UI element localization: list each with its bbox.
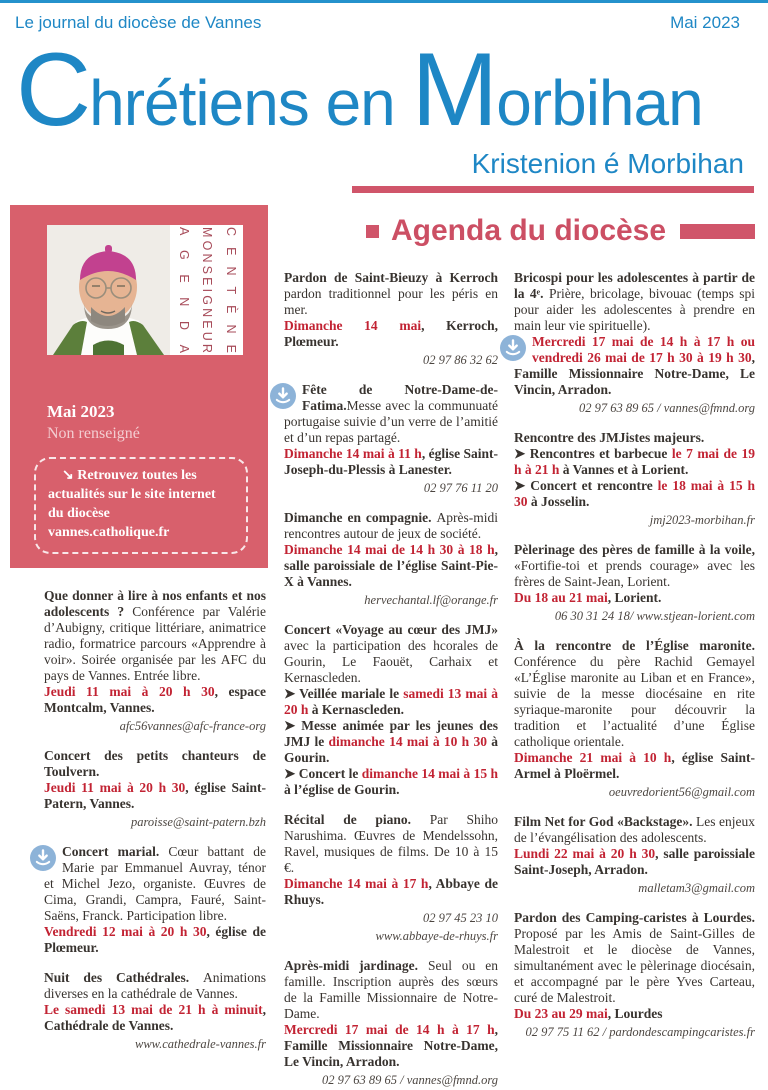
contact-line[interactable] (284, 592, 498, 608)
header-red-rule (352, 186, 754, 193)
text-run: Dimanche 21 mai à 10 h (514, 750, 672, 765)
text-run: , salle paroissiale Saint-Joseph, Arradon. (514, 846, 755, 877)
text-run: Vendredi 12 mai à 20 h 30 (44, 924, 207, 939)
agenda-paragraph (284, 876, 498, 908)
agenda-paragraph (284, 318, 498, 350)
text-run: Prière, bricolage, bivouac (temps spi pour aider les adolescentes à prendre en main leur vie spirituelle). (514, 286, 755, 333)
text-run: pardon traditionnel pour les péris en mer. (284, 286, 498, 317)
text-run: 02 97 63 89 65 / vannes@fmnd.org (579, 401, 755, 415)
card-status: Non renseigné (47, 425, 140, 442)
contact-line[interactable] (514, 784, 755, 800)
masthead-title (16, 32, 761, 148)
contact-line[interactable] (284, 352, 498, 368)
text-run: Le samedi 13 mai de 21 h à minuit (44, 1002, 263, 1017)
bishop-agenda-card (10, 205, 268, 568)
text-run: , église Saint-Joseph-du-Plessis à Lanester. (284, 446, 499, 477)
agenda-item (44, 748, 266, 830)
text-run: www.cathedrale-vannes.fr (135, 1037, 266, 1051)
agenda-column-left (44, 588, 266, 1066)
text-run: à Vannes et à Lorient. (559, 462, 689, 477)
agenda-paragraph (284, 542, 498, 590)
agenda-paragraph (284, 718, 498, 766)
agenda-paragraph (514, 750, 755, 782)
text-run: Du 23 au 29 mai (514, 1006, 608, 1021)
text-run: , Famille Missionnaire Notre-Dame, Le Vincin, Arradon. (284, 1022, 498, 1069)
download-icon[interactable] (30, 845, 56, 871)
agenda-paragraph (284, 446, 498, 478)
text-run: «Fortifie-toi et prends courage» avec les frères de Saint-Jean, Lorient. (514, 558, 755, 589)
agenda-paragraph (514, 478, 755, 510)
agenda-paragraph (514, 542, 755, 590)
agenda-paragraph (514, 1006, 755, 1022)
download-icon[interactable] (270, 383, 296, 409)
text-run: Pardon de Saint-Bieuzy à Kerroch (284, 270, 498, 285)
agenda-paragraph (44, 748, 266, 780)
vertical-label-line: M O N S E I G N E U R (200, 227, 214, 353)
text-run: Les enjeux de l’évangélisation des adolescents. (514, 814, 755, 845)
top-rule (0, 0, 768, 3)
agenda-paragraph (284, 510, 498, 542)
agenda-item (284, 622, 498, 798)
text-run: Jeudi 11 mai à 20 h 30 (44, 684, 215, 699)
agenda-item (284, 382, 498, 496)
text-run: ➤ Veillée mariale le (284, 686, 404, 701)
agenda-item (514, 542, 755, 624)
text-run: Conférence par Valérie d’Aubigny, critique littériare, animatrice radio, formatrice parcours «Apprendre à voir». Soirée organisée par les AFC du pays de Vannes. Entrée libre. (44, 604, 266, 683)
contact-line[interactable] (44, 1036, 266, 1052)
agenda-item (514, 814, 755, 896)
text-run: 02 97 76 11 20 (423, 481, 498, 495)
section-bar (680, 224, 755, 239)
agenda-paragraph (284, 766, 498, 798)
text-run: Seul ou en famille. Inscription auprès des sœurs de la Famille Missionnaire de Notre-Dame. (284, 958, 498, 1021)
issue-date: Mai 2023 (670, 13, 740, 32)
text-run: , église de Plœmeur. (44, 924, 266, 955)
text-run: 02 97 45 23 10 (423, 911, 498, 925)
text-run: jmj2023-morbihan.fr (649, 513, 755, 527)
contact-line[interactable] (514, 880, 755, 896)
agenda-item (284, 958, 498, 1088)
agenda-paragraph (284, 958, 498, 1022)
agenda-paragraph (514, 590, 755, 606)
card-month: Mai 2023 (47, 402, 115, 421)
text-run: Rencontre des JMJistes majeurs. (514, 430, 705, 445)
text-run: Fête de Notre-Dame-de-Fatima. (302, 382, 498, 413)
agenda-paragraph (44, 780, 266, 812)
agenda-item (514, 910, 755, 1040)
vertical-label-line: C E N T È N E (223, 227, 238, 353)
vertical-label-line: A G E N D A (176, 227, 191, 353)
text-run: 02 97 63 89 65 / vannes@fmnd.org (322, 1073, 498, 1087)
text-run: ➤ Rencontres et barbecue (514, 446, 672, 461)
text-run: , Cathédrale de Vannes. (44, 1002, 266, 1033)
contact-line[interactable] (44, 718, 266, 734)
text-run: Nuit des Cathédrales. (44, 970, 203, 985)
contact-line[interactable] (284, 480, 498, 496)
text-run: Animations diverses en la cathédrale de Vannes. (44, 970, 266, 1001)
contact-line[interactable] (514, 1024, 755, 1040)
text-run: avec la participation des hcorales de Gourin, Le Faouët, Carhaix et Kernascleden. (284, 638, 498, 685)
agenda-paragraph (44, 588, 266, 684)
text-run: Du 18 au 21 mai (514, 590, 608, 605)
agenda-paragraph (44, 924, 266, 956)
text-run: Pardon des Camping-caristes à Lourdes. (514, 910, 755, 925)
agenda-column-middle (284, 270, 498, 1090)
bishop-photo-block (47, 225, 243, 355)
agenda-paragraph (514, 846, 755, 878)
text-run: le 18 mai à 15 h 30 (514, 478, 755, 509)
text-run: 02 97 75 11 62 / pardondescampingcaristes.fr (525, 1025, 755, 1039)
text-run: Film Net for God «Backstage». (514, 814, 696, 829)
text-run: Mercredi 17 mai de 14 h à 17 h (284, 1022, 495, 1037)
text-run: Cœur battant de Marie par Emmanuel Auvray, ténor et Michel Jezo, organiste. Œuvres de Cima, Grandi, Campra, Fauré, Saint-Saëns, Franck. Participation libre. (44, 844, 267, 923)
text-run: Dimanche 14 mai (284, 318, 422, 333)
contact-line[interactable] (284, 1072, 498, 1088)
agenda-paragraph (514, 334, 755, 398)
text-run: afc56vannes@afc-france-org (119, 719, 266, 733)
contact-line[interactable] (514, 400, 755, 416)
text-run: Concert des petits chanteurs de Toulvern. (44, 748, 266, 779)
text-run: , Lorient. (607, 590, 662, 605)
text-run: le 7 mai de 19 h à 21 h (514, 446, 755, 477)
text-run: Dimanche en compagnie. (284, 510, 437, 525)
text-run: ➤ Concert et rencontre (514, 478, 658, 493)
agenda-paragraph (44, 684, 266, 716)
text-run: Messe avec la communuaté portugaise suivie d’un verre de l’amitié et d’un repas partagé. (284, 398, 498, 445)
text-run: 06 30 31 24 18/ www.stjean-lorient.com (554, 609, 755, 623)
contact-line[interactable] (44, 814, 266, 830)
vertical-label-strip (170, 225, 243, 355)
text-run: Dimanche 14 mai de 14 h 30 à 18 h (284, 542, 495, 557)
agenda-paragraph (284, 270, 498, 318)
text-run: dimanche 14 mai à 10 h 30 (328, 734, 487, 749)
agenda-item (514, 430, 755, 528)
text-run: Mercredi 17 mai de 14 h à 17 h ou vendredi 26 mai de 17 h 30 à 19 h 30 (532, 334, 755, 365)
text-run: à Gourin. (284, 734, 498, 765)
text-run: malletam3@gmail.com (638, 881, 755, 895)
agenda-monseigneur-centene-label (176, 227, 238, 353)
agenda-paragraph (284, 622, 498, 686)
agenda-paragraph (44, 1002, 266, 1034)
text-run: , salle paroissiale de l’église Saint-Pie-X à Vannes. (284, 542, 498, 589)
text-run: , Kerroch, Plœmeur. (284, 318, 498, 349)
text-run: hervechantal.lf@orange.fr (364, 593, 498, 607)
text-run: Concert marial. (62, 844, 169, 859)
text-run: , espace Montcalm, Vannes. (44, 684, 266, 715)
agenda-paragraph (284, 686, 498, 718)
bishop-photo (47, 225, 170, 355)
text-run: ➤ Concert le (284, 766, 362, 781)
text-run: oeuvredorient56@gmail.com (608, 785, 755, 799)
text-run: Dimanche 14 mai à 17 h (284, 876, 429, 891)
text-run: , Famille Missionnaire Notre-Dame, Le Vincin, Arradon. (514, 350, 755, 397)
agenda-item (514, 638, 755, 800)
text-run: à l’église de Gourin. (284, 782, 400, 797)
agenda-paragraph (44, 970, 266, 1002)
text-run: Jeudi 11 mai à 20 h 30 (44, 780, 186, 795)
agenda-item (284, 510, 498, 608)
masthead-subtitle: Kristenion é Morbihan (471, 148, 744, 179)
agenda-paragraph (514, 638, 755, 750)
text-run: Après-midi rencontres autour de jeux de société. (284, 510, 498, 541)
masthead-title-part: C (16, 32, 90, 148)
text-run: Concert «Voyage au cœur des JMJ» (284, 622, 498, 637)
agenda-item (514, 270, 755, 416)
text-run: samedi 13 mai à 20 h (284, 686, 499, 717)
website-note-box[interactable] (34, 457, 248, 554)
text-run: ➤ Messe animée par les jeunes des JMJ le (284, 718, 498, 749)
text-run: à Josselin. (527, 494, 590, 509)
journal-tagline: Le journal du diocèse de Vannes (15, 13, 262, 32)
contact-line[interactable] (284, 928, 498, 944)
download-icon[interactable] (500, 335, 526, 361)
text-run: Lundi 22 mai à 20 h 30 (514, 846, 656, 861)
text-run: 02 97 86 32 62 (423, 353, 498, 367)
section-heading (366, 214, 755, 248)
text-run: paroisse@saint-patern.bzh (131, 815, 266, 829)
contact-line[interactable] (514, 512, 755, 528)
agenda-paragraph (44, 844, 266, 924)
arrow-icon: ↘ (62, 468, 74, 484)
agenda-paragraph (514, 446, 755, 478)
text-run: Récital de piano. (284, 812, 430, 827)
agenda-column-right (514, 270, 755, 1054)
text-run: Que donner à lire à nos enfants et nos adolescents ? (44, 588, 266, 619)
agenda-paragraph (284, 1022, 498, 1070)
text-run: à Kernascleden. (308, 702, 405, 717)
agenda-item (44, 588, 266, 734)
text-run: À la rencontre de l’Église maronite. (514, 638, 755, 653)
text-run: Par Shiho Narushima. Œuvres de Mendelssohn, Ravel, musiques de films. De 10 à 15 €. (284, 812, 499, 875)
section-title: Agenda du diocèse (391, 214, 667, 247)
text-run: Dimanche 14 mai à 11 h (284, 446, 422, 461)
agenda-item (44, 970, 266, 1052)
text-run: , Lourdes (607, 1006, 663, 1021)
agenda-item (284, 270, 498, 368)
masthead-title-part: orbihan (496, 67, 703, 139)
text-run: , Abbaye de Rhuys. (284, 876, 498, 907)
masthead-title-part: hrétiens en (89, 67, 412, 139)
masthead-title-part: M (411, 32, 497, 148)
text-run: , église Saint-Patern, Vannes. (44, 780, 266, 811)
text-run: , église Saint-Armel à Ploërmel. (514, 750, 756, 781)
agenda-paragraph (284, 382, 498, 446)
text-run: Bricospi pour les adolescentes à partir de la 4ᵉ. (514, 270, 755, 301)
text-run: Proposé par les Amis de Saint-Gilles de Malestroit et le diocèse de Vannes, simultanément avec le pèlerinage diocésain, et accompagné par le père Yves Carteau, curé de Malestroit. (514, 926, 755, 1005)
text-run: Après-midi jardinage. (284, 958, 428, 973)
agenda-paragraph (514, 910, 755, 1006)
agenda-paragraph (284, 812, 498, 876)
section-square (366, 225, 379, 238)
text-run: Conférence du père Rachid Gemayel «L’Église maronite au Liban et en France», suivie de la messe diocésaine en rite syriaque-maronite pour découvrir la tradition et l’actualité d’une Église catholique orientale. (514, 654, 755, 749)
agenda-item (44, 844, 266, 956)
text-run: dimanche 14 mai à 15 h (361, 766, 498, 781)
agenda-paragraph (514, 814, 755, 846)
contact-line[interactable] (514, 608, 755, 624)
agenda-item (284, 812, 498, 944)
agenda-paragraph (514, 430, 755, 446)
contact-line[interactable] (284, 910, 498, 926)
agenda-paragraph (514, 270, 755, 334)
website-note-text: Retrouvez toutes les actualités sur le site internet du diocèse vannes.catholique.fr (48, 468, 216, 541)
text-run: www.abbaye-de-rhuys.fr (375, 929, 498, 943)
text-run: Pèlerinage des pères de famille à la voile, (514, 542, 755, 557)
